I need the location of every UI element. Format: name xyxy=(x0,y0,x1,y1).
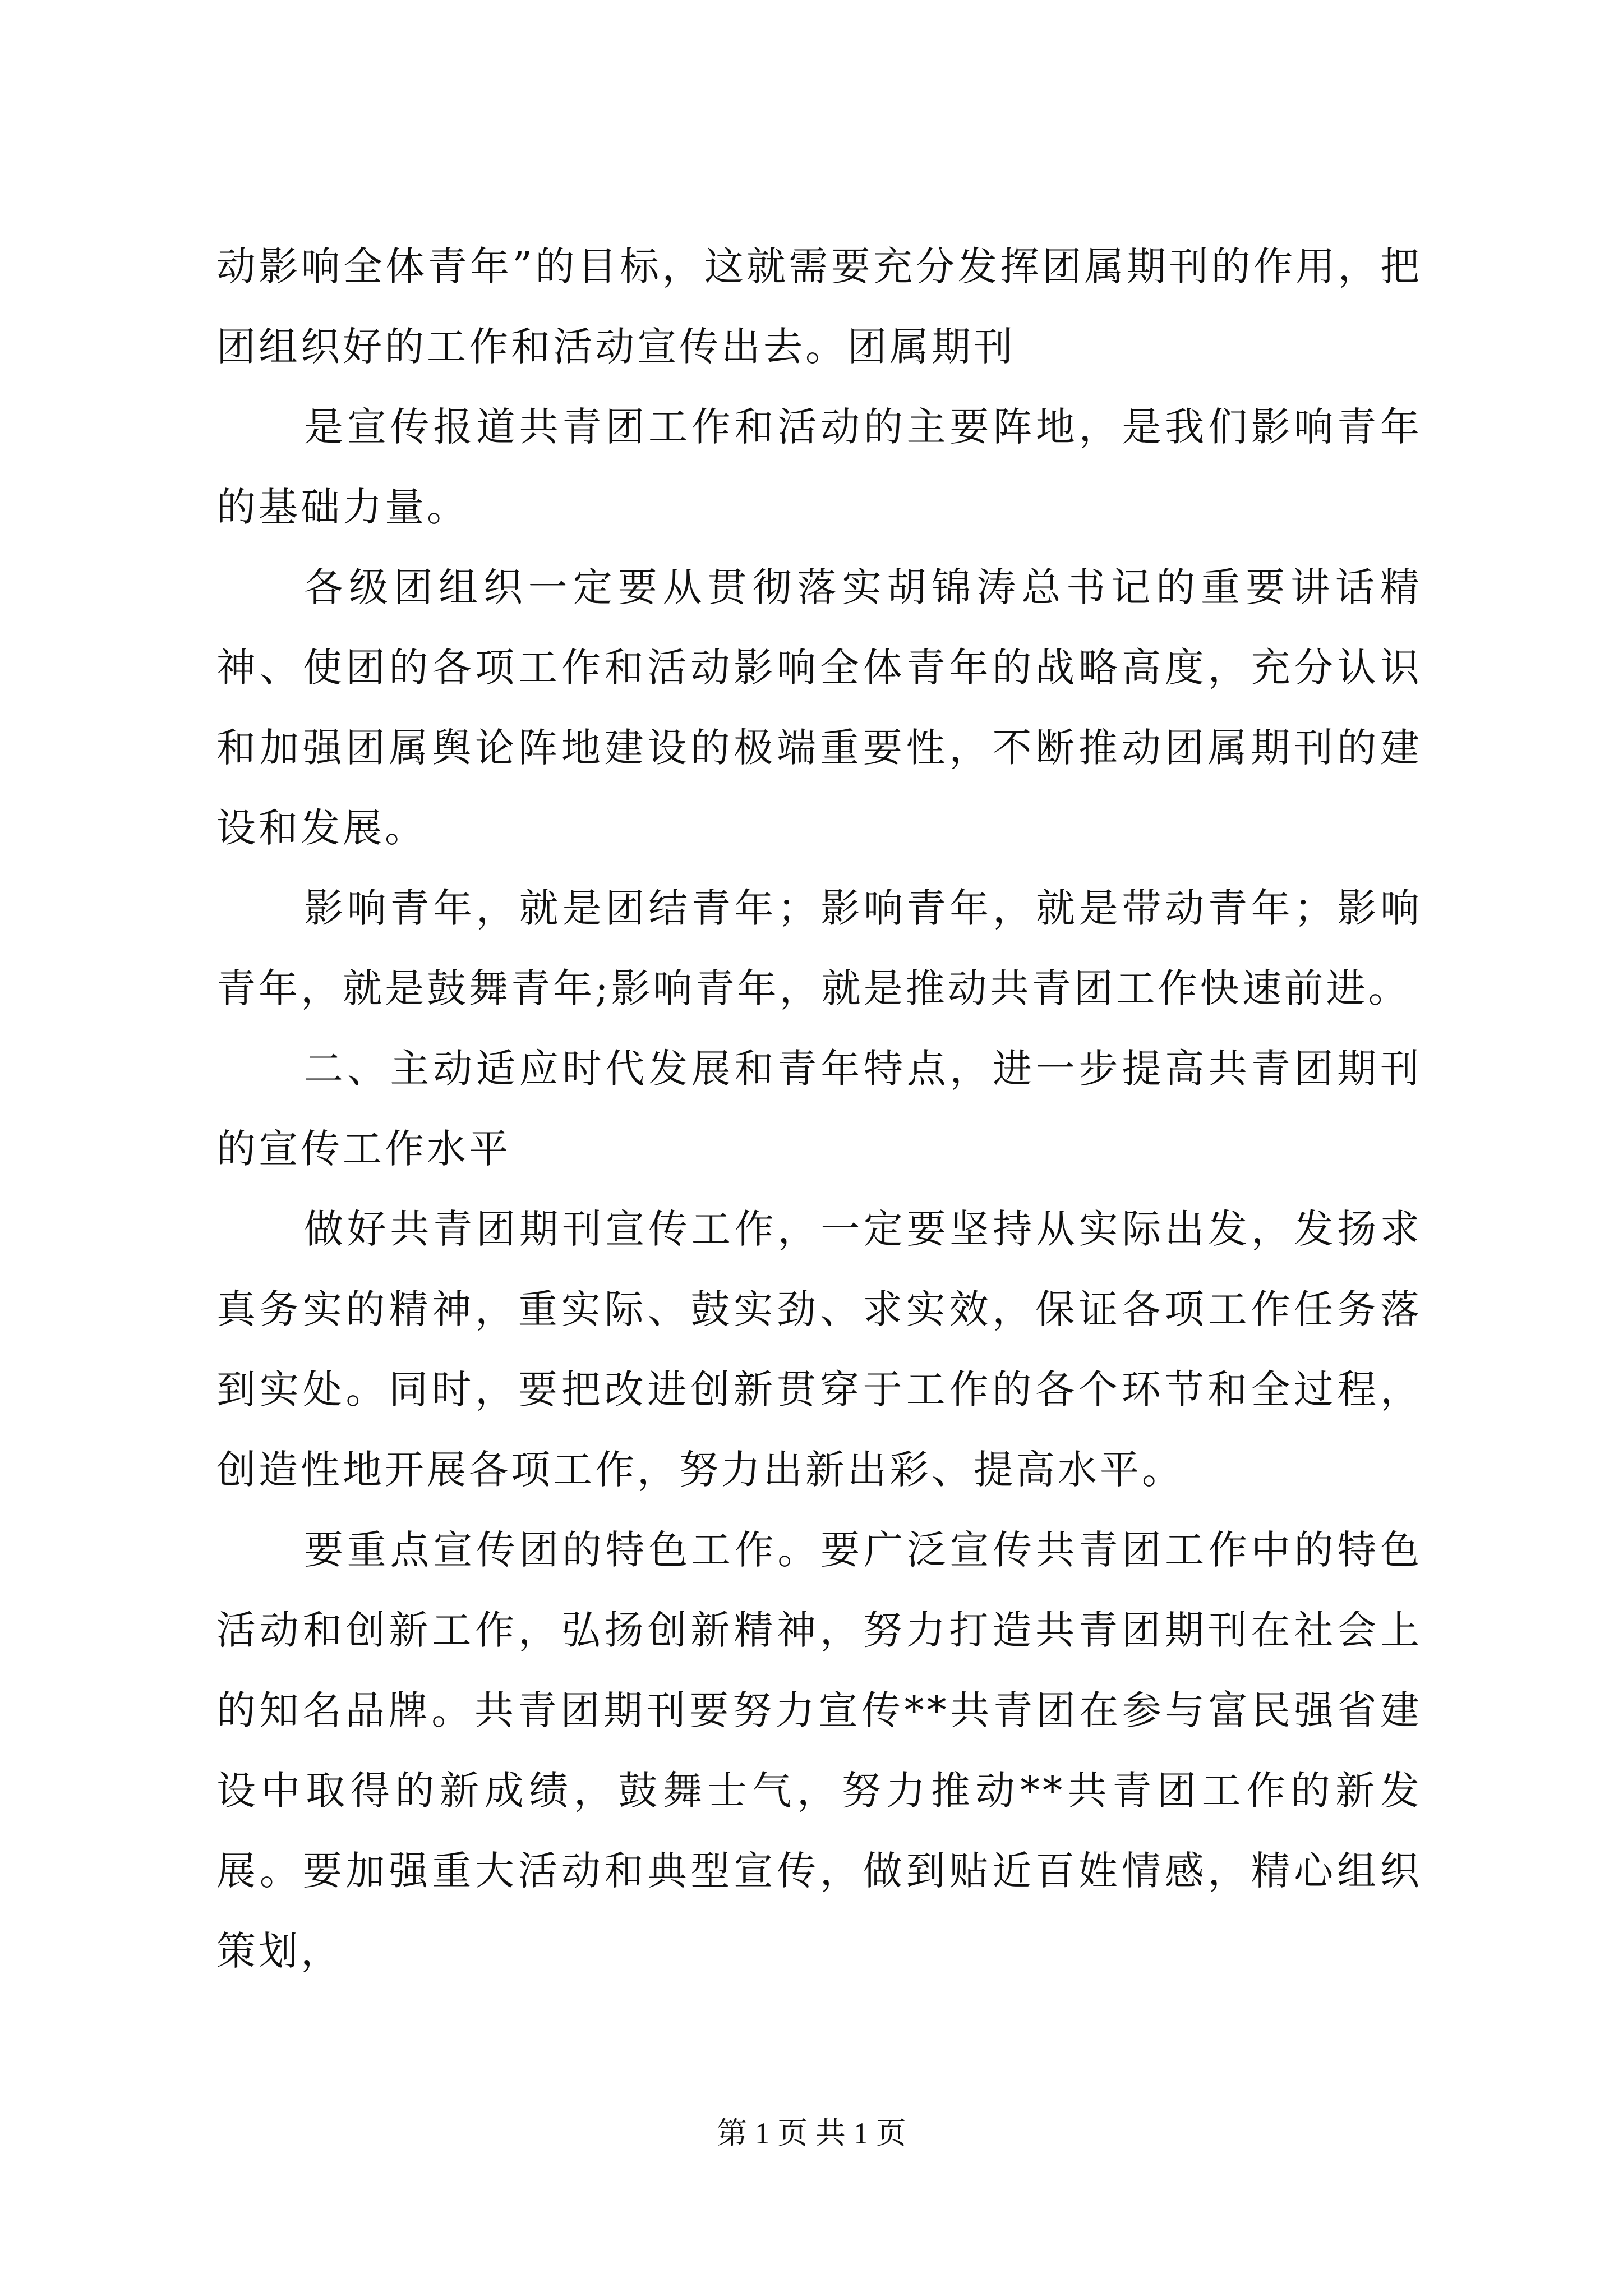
page-footer: 第 1 页 共 1 页 xyxy=(717,2116,906,2150)
section-heading-2: 二、主动适应时代发展和青年特点，进一步提高共青团期刊的宣传工作水平 xyxy=(216,1046,1422,1172)
paragraph-2: 是宣传报道共青团工作和活动的主要阵地，是我们影响青年的基础力量。 xyxy=(216,404,1422,530)
paragraph-1: 动影响全体青年”的目标，这就需要充分发挥团属期刊的作用，把团组织好的工作和活动宣传出去。团属期刊 xyxy=(216,243,1422,370)
paragraph-3: 各级团组织一定要从贯彻落实胡锦涛总书记的重要讲话精神、使团的各项工作和活动影响全体青年的战略高度，充分认识和加强团属舆论阵地建设的极端重要性，不断推动团属期刊的建设和发展。 xyxy=(216,564,1422,851)
document-body xyxy=(216,227,1422,1991)
paragraph-6: 要重点宣传团的特色工作。要广泛宣传共青团工作中的特色活动和创新工作，弘扬创新精神，努力打造共青团期刊在社会上的知名品牌。共青团期刊要努力宣传**共青团在参与富民强省建设中取得的新成绩，鼓舞士气，努力推动**共青团工作的新发展。要加强重大活动和典型宣传，做到贴近百姓情感，精心组织策划， xyxy=(216,1527,1422,1974)
paragraph-4: 影响青年，就是团结青年；影响青年，就是带动青年；影响青年，就是鼓舞青年;影响青年，就是推动共青团工作快速前进。 xyxy=(216,885,1422,1011)
paragraph-5: 做好共青团期刊宣传工作，一定要坚持从实际出发，发扬求真务实的精神，重实际、鼓实劲、求实效，保证各项工作任务落到实处。同时，要把改进创新贯穿于工作的各个环节和全过程，创造性地开展各项工作，努力出新出彩、提高水平。 xyxy=(216,1206,1422,1493)
